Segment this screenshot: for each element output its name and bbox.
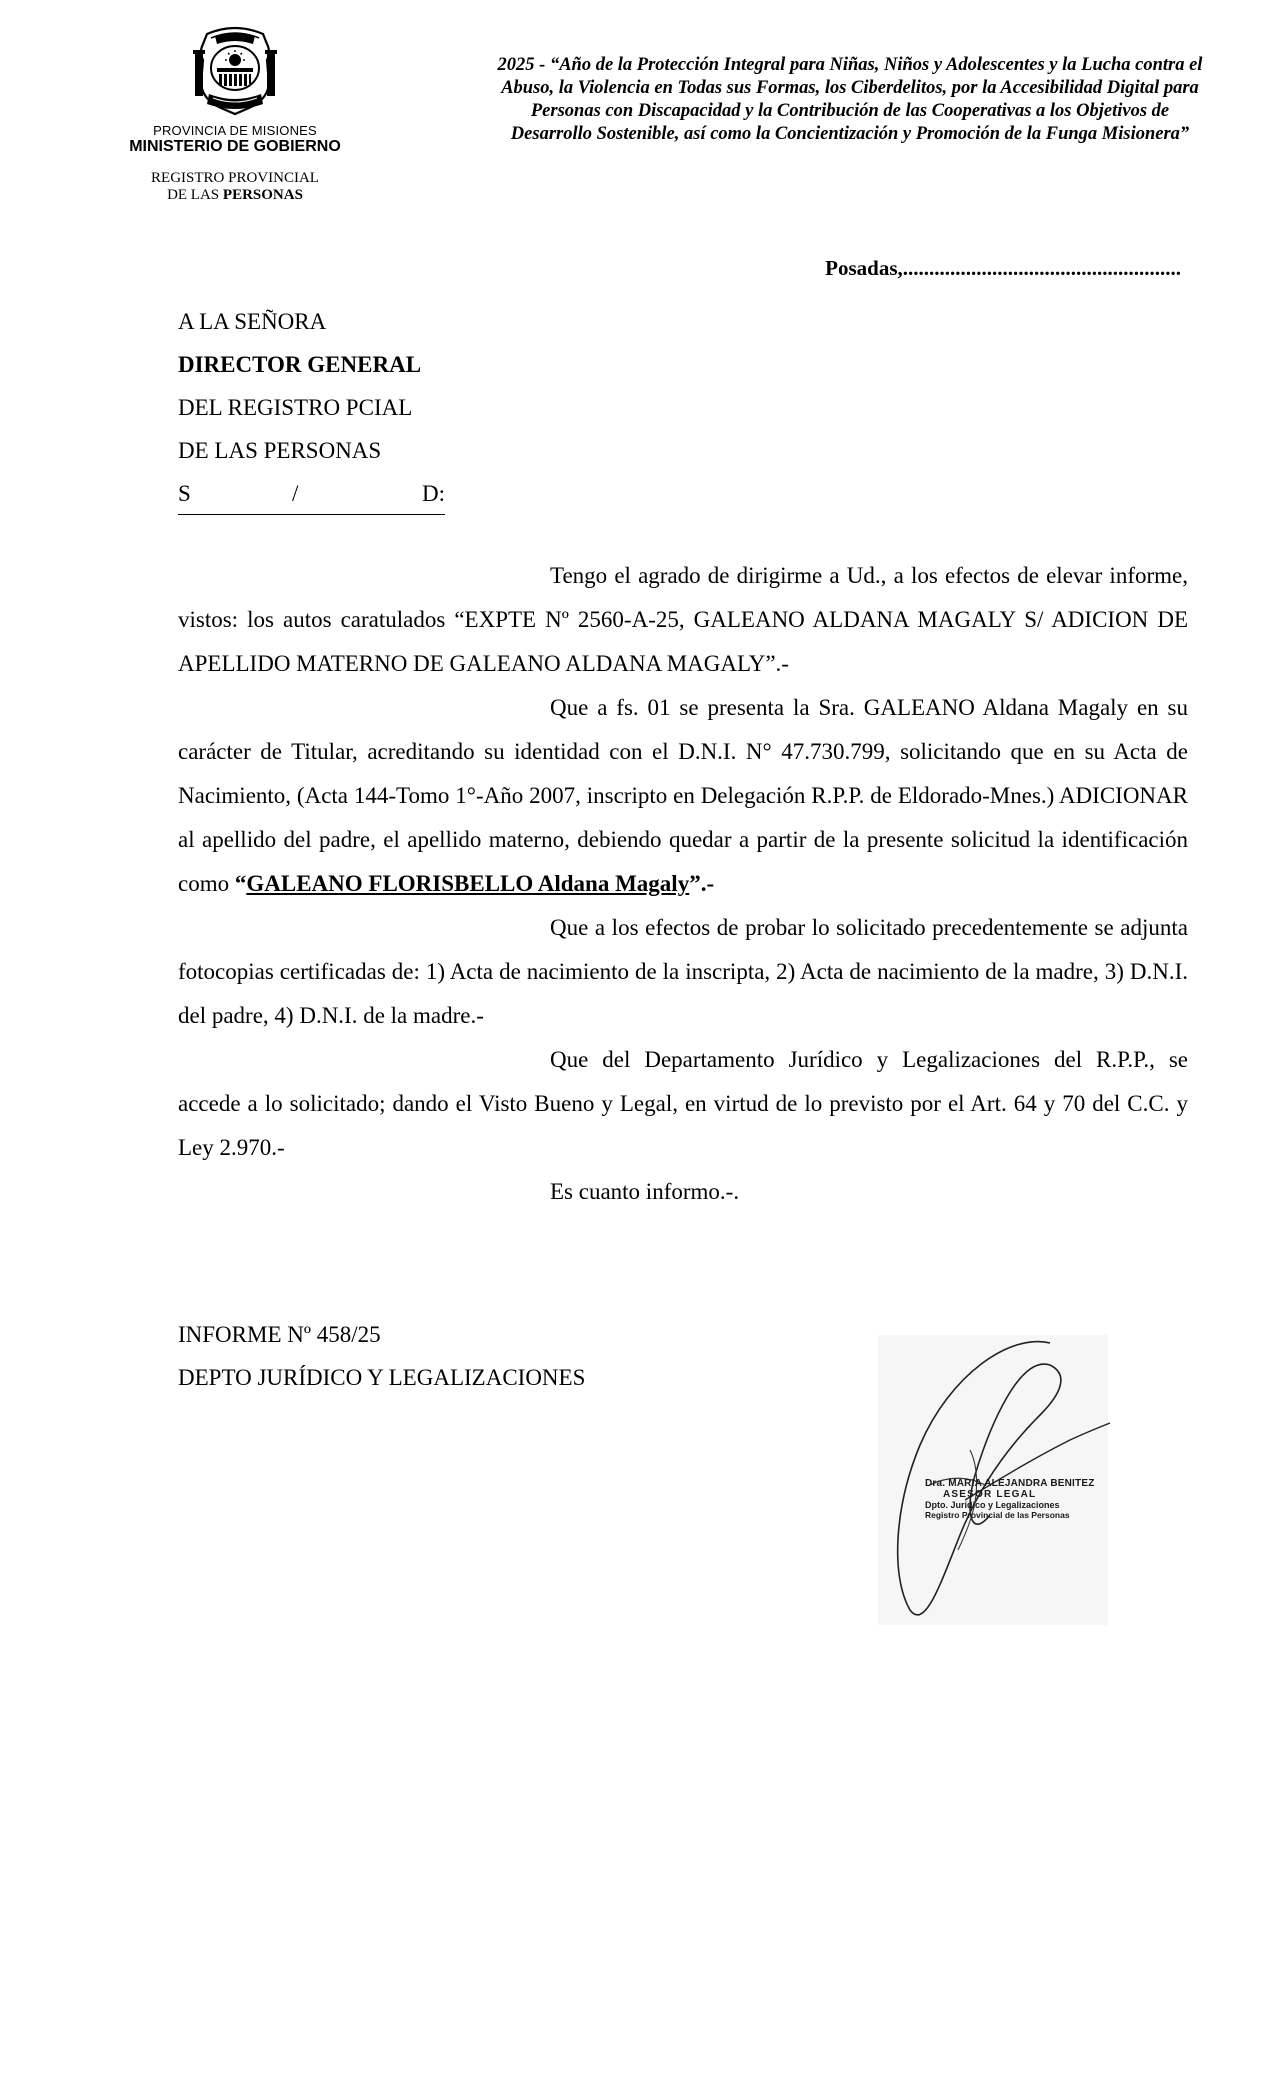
report-body (178, 554, 1188, 1214)
registry-prefix: DE LAS (167, 187, 223, 203)
new-name: GALEANO FLORISBELLO Aldana Magaly (246, 871, 690, 896)
signature-block (870, 1335, 1120, 1635)
addressee-line4: DE LAS PERSONAS (178, 438, 382, 463)
stamp-role: ASESOR LEGAL (943, 1489, 1037, 1500)
close-quote: ”.- (689, 871, 715, 896)
stamp-name: Dra. MARIA ALEJANDRA BENITEZ (925, 1478, 1095, 1489)
paragraph-2 (178, 686, 1188, 906)
institution-header (100, 22, 370, 204)
informe-department: DEPTO JURÍDICO Y LEGALIZACIONES (178, 1365, 586, 1390)
registry-bold: PERSONAS (222, 187, 303, 203)
legal-advisor-stamp (925, 1478, 1125, 1520)
paragraph-5: Es cuanto informo.-. (550, 1179, 740, 1204)
registry-name-line2 (100, 187, 370, 204)
new-name-highlight (235, 871, 714, 896)
year-motto (490, 54, 1210, 146)
sd-d: D: (422, 481, 445, 506)
informe-number: INFORME Nº 458/25 (178, 1322, 381, 1347)
dateline: Posadas,..................................................... (825, 256, 1181, 280)
paragraph-3: Que a los efectos de probar lo solicitado precedentemente se adjunta fotocopias certificadas de: 1) Acta de nacimiento de la inscripta, 2) Acta de nacimiento de la madre, 3) D.N.I. del padre, 4) D.N.I. de la madre.- (178, 915, 1188, 1028)
motto-text: - “Año de la Protección Integral para Niñas, Niños y Adolescentes y la Lucha contra el Abuso, la Violencia en Todas sus Formas, los Ciberdelitos, por la Accesibilidad Digital para Personas con Discapacidad y la Contribución de las Cooperativas a los Objetivos de Desarrollo Sostenible, así como la Concientización y Promoción de la Funga Misionera” (501, 55, 1203, 144)
sd-salutation (178, 472, 445, 515)
open-quote: “ (234, 871, 247, 896)
province-name: PROVINCIA DE MISIONES (153, 123, 317, 138)
paragraph-1: Tengo el agrado de dirigirme a Ud., a los efectos de elevar informe, vistos: los autos caratulados “EXPTE Nº 2560-A-25, GALEANO ALDANA MAGALY S/ ADICION DE APELLIDO MATERNO DE GALEANO ALDANA MAGALY”.- (178, 563, 1188, 676)
motto-year: 2025 (497, 55, 535, 75)
stamp-dept: Dpto. Jurídico y Legalizaciones (925, 1500, 1060, 1510)
paragraph-2-text: Que a fs. 01 se presenta la Sra. GALEANO Aldana Magaly en su carácter de Titular, acreditando su identidad con el D.N.I. N° 47.730.799, solicitando que en su Acta de Nacimiento, (Acta 144-Tomo 1°-Año 2007, inscripto en Delegación R.P.P. de Eldorado-Mnes.) ADICIONAR al apellido del padre, el apellido materno, debiendo quedar a partir de la presente solicitud la identificación como (178, 695, 1188, 896)
ministry-name: MINISTERIO DE GOBIERNO (129, 138, 341, 155)
provincial-crest-icon (187, 22, 283, 118)
addressee-line3: DEL REGISTRO PCIAL (178, 395, 413, 420)
sd-slash: / (292, 481, 299, 506)
addressee-line1: A LA SEÑORA (178, 309, 327, 334)
addressee-line2: DIRECTOR GENERAL (178, 352, 422, 377)
informe-block (178, 1313, 585, 1399)
addressee-block (178, 300, 445, 515)
registry-name-line1: REGISTRO PROVINCIAL (151, 170, 319, 186)
paragraph-4: Que del Departamento Jurídico y Legalizaciones del R.P.P., se accede a lo solicitado; dando el Visto Bueno y Legal, en virtud de lo previsto por el Art. 64 y 70 del C.C. y Ley 2.970.- (178, 1047, 1188, 1160)
sd-s: S (178, 481, 191, 506)
stamp-office: Registro Provincial de las Personas (925, 1510, 1070, 1520)
